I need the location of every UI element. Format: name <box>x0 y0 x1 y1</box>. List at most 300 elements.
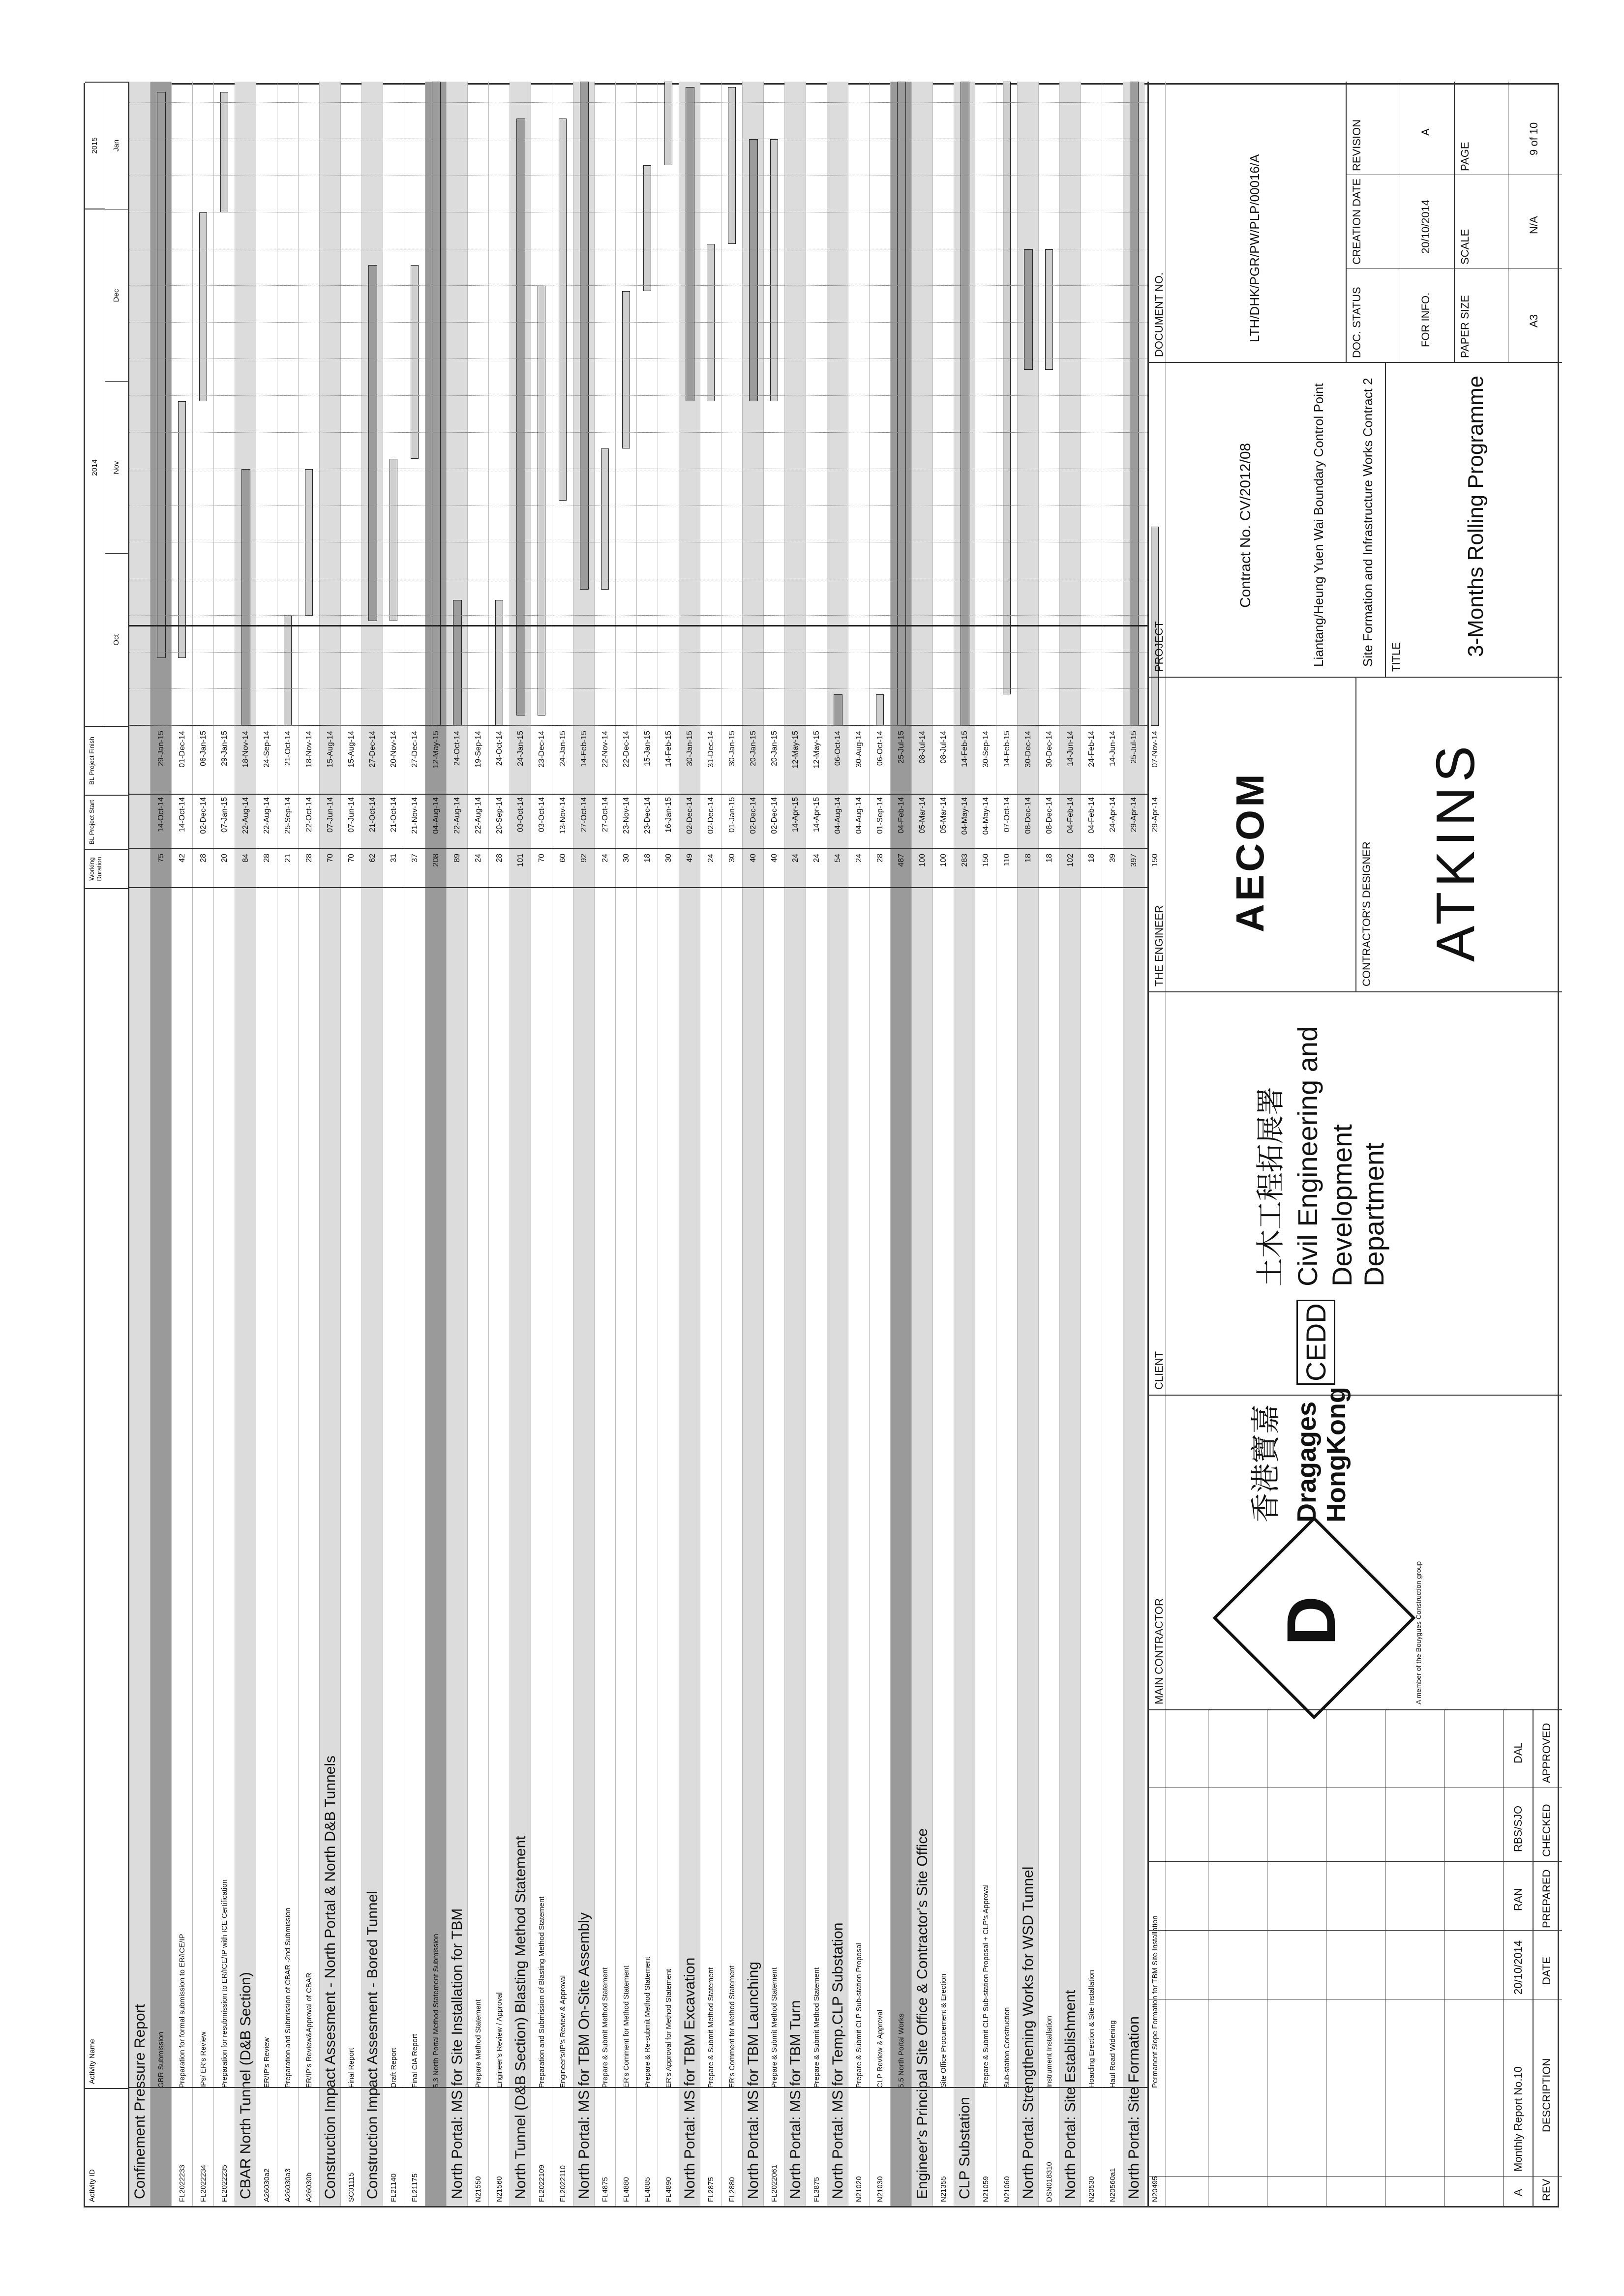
wbs-group-row <box>235 82 256 2206</box>
revision-table <box>1149 1709 1562 2206</box>
duration: 110 <box>1003 854 1011 866</box>
start-date: 27-Oct-14 <box>601 797 609 833</box>
activity-name: Instrument Installation <box>1045 2016 1053 2088</box>
activity-name: ER's Approval for Method Statement <box>664 1968 673 2088</box>
duration: 70 <box>326 854 334 863</box>
start-date: 13-Nov-14 <box>559 797 567 834</box>
finish-date: 14-Jun-14 <box>1066 731 1075 767</box>
activity-id: FL2022233 <box>178 2165 186 2202</box>
dragages-tagline: A member of the Bouygues Construction group <box>1414 1561 1422 1704</box>
gridline <box>129 615 1147 616</box>
summary-bar <box>749 139 758 401</box>
start-date: 20-Sep-14 <box>495 797 504 834</box>
finish-date: 31-Dec-14 <box>707 731 715 768</box>
wbs-group-row <box>1123 82 1144 2206</box>
wbs-name: North Portal: Strengthening Works for WSD Tunnel <box>1020 1866 1036 2199</box>
activity-bar <box>390 459 397 621</box>
wbs-group-row <box>1060 82 1081 2206</box>
start-date: 03-Oct-14 <box>516 797 525 833</box>
activity-bar <box>664 82 672 165</box>
rev-value: A <box>1512 2189 1524 2196</box>
data-date-line <box>129 625 1147 626</box>
wbs-group-row <box>954 82 975 2206</box>
duration: 37 <box>411 854 419 863</box>
finish-date: 24-Feb-14 <box>1087 731 1096 767</box>
activity-id: N21560 <box>495 2176 504 2202</box>
duration: 28 <box>876 854 884 863</box>
activity-row <box>1039 82 1060 2206</box>
start-date: 07-Oct-14 <box>1003 797 1011 833</box>
activity-name: CLP Review & Approval <box>876 2010 884 2088</box>
cedd-logo-icon: CEDD <box>1296 1300 1335 1385</box>
wbs-name: North Portal: MS for TBM Excavation <box>682 1957 698 2199</box>
gridline <box>129 725 1147 726</box>
page-label: PAGE <box>1459 142 1471 171</box>
start-date: 07-Jan-15 <box>220 797 229 833</box>
activity-row <box>806 82 827 2206</box>
activity-id: A26030a2 <box>263 2168 271 2202</box>
duration: 18 <box>1087 854 1096 863</box>
start-date: 14-Apr-15 <box>812 797 821 833</box>
finish-date: 24-Jan-15 <box>559 731 567 767</box>
finish-date: 14-Feb-15 <box>961 731 969 767</box>
project-panel <box>1149 362 1562 677</box>
start-date: 02-Dec-14 <box>770 797 779 834</box>
activity-row <box>975 82 996 2206</box>
activity-row <box>616 82 637 2206</box>
wbs-name: Engineer's Principal Site Office & Contractor's Site Office <box>914 1828 931 2199</box>
finish-date: 08-Jul-14 <box>918 731 927 764</box>
activity-bar <box>707 244 715 401</box>
activity-id: FL3875 <box>812 2177 821 2202</box>
activity-id: FL4875 <box>601 2177 609 2202</box>
finish-date: 18-Nov-14 <box>241 731 250 768</box>
activity-bar <box>643 165 651 291</box>
summary-bar <box>834 694 842 726</box>
summary-bar <box>897 82 906 726</box>
start-date: 21-Oct-14 <box>390 797 398 833</box>
aecom-logo: AECOM <box>1228 771 1272 932</box>
wbs-name: CBAR North Tunnel (D&B Section) <box>238 1972 254 2199</box>
activity-id: FL4890 <box>664 2177 673 2202</box>
summary-bar <box>432 82 441 726</box>
start-date: 04-Aug-14 <box>834 797 842 834</box>
engineer-label: THE ENGINEER <box>1153 905 1165 986</box>
duration: 62 <box>368 854 377 863</box>
duration: 30 <box>664 854 673 863</box>
duration: 28 <box>305 854 313 863</box>
gridline <box>129 395 1147 396</box>
gridline <box>129 688 1147 689</box>
doc-status: FOR INFO. <box>1419 292 1432 347</box>
checked-label: CHECKED <box>1540 1804 1553 1857</box>
column-divider <box>129 2087 1147 2088</box>
finish-date: 24-Jan-15 <box>516 731 525 767</box>
activity-row <box>870 82 891 2206</box>
timescale-year-2014: 2014 <box>85 209 105 726</box>
activity-id: FL2022061 <box>770 2165 779 2202</box>
gridline <box>129 322 1147 323</box>
start-date: 04-May-14 <box>961 797 969 835</box>
finish-date: 30-Jan-15 <box>728 731 736 767</box>
activity-row <box>468 82 489 2206</box>
duration: 150 <box>1151 854 1159 867</box>
finish-date: 23-Dec-14 <box>538 731 546 768</box>
finish-date: 14-Feb-15 <box>664 731 673 767</box>
dragages-d-mark-icon: D <box>1272 1596 1350 1646</box>
activity-id: SC01115 <box>347 2172 356 2202</box>
duration: 75 <box>157 854 165 863</box>
summary-bar <box>368 265 377 621</box>
revision-label: REVISION <box>1351 119 1363 171</box>
finish-date: 15-Aug-14 <box>347 731 356 768</box>
start-date: 04-Aug-14 <box>855 797 863 834</box>
duration: 18 <box>1024 854 1032 863</box>
start-date: 02-Dec-14 <box>749 797 757 834</box>
rev-date: 20/10/2014 <box>1512 1940 1524 1995</box>
wbs-name: North Portal: Site Formation <box>1126 2016 1142 2199</box>
activity-row <box>764 82 785 2206</box>
activity-bar <box>538 286 545 715</box>
start-date: 22-Aug-14 <box>241 797 250 834</box>
gridline <box>129 358 1147 359</box>
duration: 487 <box>897 854 905 867</box>
dragages-name: HongKong <box>1322 1387 1351 1522</box>
wbs-name: 5.3 North Portal Method Statement Submission <box>432 1934 440 2088</box>
activity-bar <box>199 212 207 401</box>
duration: 28 <box>495 854 504 863</box>
start-date: 27-Oct-14 <box>580 797 588 833</box>
start-date: 04-Aug-14 <box>432 797 440 834</box>
activity-id: FL2022234 <box>199 2165 208 2202</box>
activity-name: Preparation for formal submission to ER/ICE/IP <box>178 1934 186 2088</box>
activity-row <box>404 82 425 2206</box>
start-date: 04-Feb-14 <box>1087 797 1096 834</box>
activity-bar <box>1045 249 1053 370</box>
activity-name: IPs/ ER's Review <box>199 2031 208 2088</box>
finish-date: 12-May-15 <box>791 731 800 769</box>
timescale-month: Jan <box>112 139 120 152</box>
column-divider <box>129 887 1147 888</box>
start-date: 22-Aug-14 <box>453 797 461 834</box>
finish-date: 15-Aug-14 <box>326 731 334 768</box>
activity-row <box>383 82 404 2206</box>
wbs-group-row <box>447 82 468 2206</box>
duration: 24 <box>855 854 863 863</box>
start-date: 24-Apr-14 <box>1109 797 1117 833</box>
desc-label: DESCRIPTION <box>1540 2058 1553 2132</box>
date-label: DATE <box>1540 1956 1553 1985</box>
paper-size-label: PAPER SIZE <box>1459 295 1471 358</box>
activity-name: Prepare & Submit CLP Sub-station Proposal <box>855 1943 863 2088</box>
finish-date: 20-Nov-14 <box>390 731 398 768</box>
activity-name: Engineer's Review / Approval <box>495 1992 504 2088</box>
column-divider <box>129 848 1147 849</box>
column-divider <box>129 794 1147 795</box>
finish-date: 30-Aug-14 <box>855 731 863 768</box>
paper-size: A3 <box>1528 314 1540 328</box>
cedd-chinese-name: 土木工程拓展署 <box>1255 1086 1287 1286</box>
activity-row <box>341 82 362 2206</box>
duration: 54 <box>834 854 842 863</box>
start-date: 08-Dec-14 <box>1045 797 1053 834</box>
finish-date: 01-Dec-14 <box>178 731 186 768</box>
engineer-panel <box>1149 677 1562 991</box>
duration: 40 <box>749 854 757 863</box>
duration: 397 <box>1130 854 1138 867</box>
activity-name: ER/IP's Review <box>263 2037 271 2088</box>
wbs-name: Confinement Pressure Report <box>132 2004 148 2199</box>
activity-row <box>1081 82 1102 2206</box>
title-label: TITLE <box>1390 642 1402 672</box>
activity-row <box>658 82 679 2206</box>
activity-name: Prepare Method Statement <box>474 1999 482 2088</box>
finish-date: 20-Jan-15 <box>749 731 757 767</box>
activity-id: N20495 <box>1151 2176 1159 2202</box>
gridline <box>129 652 1147 653</box>
timescale-month: Nov <box>105 381 128 554</box>
finish-date: 06-Oct-14 <box>876 731 884 766</box>
activity-id: FL4880 <box>622 2177 631 2202</box>
start-date: 04-Feb-14 <box>897 797 905 834</box>
duration: 24 <box>474 854 482 863</box>
activity-name: Site Office Procurement & Erection <box>939 1973 948 2088</box>
summary-bar <box>580 82 589 590</box>
finish-date: 22-Dec-14 <box>622 731 631 768</box>
wbs-group-row <box>425 82 447 2206</box>
duration: 20 <box>220 854 229 863</box>
start-date: 16-Jan-15 <box>664 797 673 833</box>
wbs-group-row <box>912 82 933 2206</box>
activity-bar <box>1003 82 1011 694</box>
duration: 70 <box>538 854 546 863</box>
finish-date: 06-Jan-15 <box>199 731 208 767</box>
wbs-group-row <box>827 82 848 2206</box>
gridline <box>129 285 1147 286</box>
activity-id: FL2022109 <box>538 2165 546 2202</box>
activity-row <box>848 82 870 2206</box>
start-date: 05-Mar-14 <box>939 797 948 834</box>
finish-date: 21-Oct-14 <box>284 731 292 766</box>
activity-row <box>637 82 658 2206</box>
start-date: 21-Oct-14 <box>368 797 377 833</box>
wbs-group-row <box>679 82 700 2206</box>
rev-prepared: RAN <box>1512 1888 1524 1911</box>
duration: 21 <box>284 854 292 863</box>
activity-bar <box>601 448 609 590</box>
finish-date: 18-Nov-14 <box>305 731 313 768</box>
activity-id: A26030a3 <box>284 2168 292 2202</box>
start-date: 01-Jan-15 <box>728 797 736 833</box>
activity-name: ER/IP's Review&Approval of CBAR <box>305 1972 313 2088</box>
wbs-name: 5.5 North Portal Works <box>897 2013 905 2088</box>
activity-id: A26030b <box>305 2172 313 2202</box>
finish-date: 30-Sep-14 <box>982 731 990 768</box>
activity-row <box>933 82 954 2206</box>
finish-date: 30-Dec-14 <box>1045 731 1053 768</box>
activity-row <box>531 82 552 2206</box>
client-panel <box>1149 991 1562 1395</box>
activity-bar <box>876 694 884 726</box>
finish-date: 15-Jan-15 <box>643 731 652 767</box>
activity-name: Prepare & Submit Method Statement <box>812 1967 821 2088</box>
summary-bar <box>453 600 462 726</box>
activity-row <box>299 82 320 2206</box>
dragages-name: Dragages <box>1292 1401 1322 1522</box>
activity-id: N21355 <box>939 2176 948 2202</box>
activity-bar <box>220 92 228 212</box>
duration: 150 <box>982 854 990 867</box>
scale-label: SCALE <box>1459 229 1471 265</box>
finish-date: 12-May-15 <box>812 731 821 769</box>
duration: 24 <box>707 854 715 863</box>
activity-row <box>172 82 193 2206</box>
finish-date: 14-Jun-14 <box>1109 731 1117 767</box>
duration <box>129 854 150 883</box>
start-date: 03-Oct-14 <box>538 797 546 833</box>
gridline <box>129 432 1147 433</box>
activity-name: ER's Comment for Method Statement <box>622 1966 631 2088</box>
gridline <box>129 102 1147 103</box>
finish-date: 19-Sep-14 <box>474 731 482 768</box>
timescale-year-2015: 2015 <box>85 82 105 209</box>
summary-bar <box>961 82 969 726</box>
activity-row <box>722 82 743 2206</box>
activity-row <box>595 82 616 2206</box>
activity-name: Permanent Slope Formation for TBM Site Installation <box>1151 1915 1159 2088</box>
activity-name: Prepare & Submit CLP Sub-station Proposal + CLP's Approval <box>982 1884 990 2088</box>
duration: 70 <box>347 854 356 863</box>
wbs-group-row <box>150 82 172 2206</box>
wbs-name: GBR Submission <box>157 2031 165 2088</box>
finish-date: 30-Dec-14 <box>1024 731 1032 768</box>
col-header-activity-name: Activity Name <box>85 888 129 2088</box>
activity-name: Preparation and Submission of CBAR -2nd Submission <box>284 1908 292 2088</box>
duration: 24 <box>791 854 800 863</box>
duration: 42 <box>178 854 186 863</box>
activity-name: Sub-station Construction <box>1003 2007 1011 2088</box>
start-date: 02-Dec-14 <box>199 797 208 834</box>
timescale-month: Dec <box>105 209 128 382</box>
activity-bar <box>411 265 419 459</box>
activity-id: FL21140 <box>390 2173 398 2202</box>
start-date: 22-Oct-14 <box>305 797 313 833</box>
sheet-frame <box>84 83 1559 2207</box>
start-date: 14-Oct-14 <box>178 797 186 833</box>
summary-bar <box>1024 249 1033 370</box>
start-date: 21-Nov-14 <box>411 797 419 834</box>
wbs-group-row <box>320 82 341 2206</box>
finish-date: 24-Sep-14 <box>263 731 271 768</box>
activity-id: DSN018310 <box>1045 2162 1053 2202</box>
revision: A <box>1419 128 1432 136</box>
start-date: 04-Feb-14 <box>1066 797 1075 834</box>
duration: 92 <box>580 854 588 863</box>
activity-id: FL2875 <box>707 2177 715 2202</box>
start-date: 29-Apr-14 <box>1151 797 1159 833</box>
duration: 84 <box>241 854 250 863</box>
prepared-label: PREPARED <box>1540 1869 1553 1928</box>
wbs-group-row <box>510 82 531 2206</box>
summary-bar <box>1130 82 1139 726</box>
activity-row <box>193 82 214 2206</box>
activity-name: Final Report <box>347 2048 356 2088</box>
wbs-group-row <box>1018 82 1039 2206</box>
wbs-name: North Portal: MS for TBM On-Site Assembly <box>576 1912 592 2199</box>
activity-id: FL4885 <box>643 2177 652 2202</box>
doc-no-label: DOCUMENT NO. <box>1153 272 1165 357</box>
start-date: 07-Jun-14 <box>347 797 356 833</box>
finish-date: 27-Dec-14 <box>368 731 377 768</box>
summary-bar <box>157 92 166 657</box>
duration: 49 <box>686 854 694 863</box>
start-date: 22-Aug-14 <box>474 797 482 834</box>
wbs-group-row <box>785 82 806 2206</box>
finish-date: 24-Oct-14 <box>495 731 504 766</box>
start-date: 23-Dec-14 <box>643 797 652 834</box>
wbs-name: North Portal: MS for TBM Launching <box>745 1962 761 2199</box>
activity-bar <box>770 139 778 401</box>
finish-date: 25-Jul-15 <box>1130 731 1138 764</box>
duration: 102 <box>1066 854 1075 867</box>
timescale-month: Oct <box>105 553 128 726</box>
activity-id: N21020 <box>855 2176 863 2202</box>
contract-number: Contract No. CV/2012/08 <box>1237 443 1254 608</box>
wbs-group-row <box>362 82 383 2206</box>
start-date: 02-Dec-14 <box>707 797 715 834</box>
wbs-group-row <box>743 82 764 2206</box>
activity-id: N20530 <box>1087 2176 1096 2202</box>
document-number: LTH/DHK/PGR/PW/PLP/00016/A <box>1247 154 1262 342</box>
approved-label: APPROVED <box>1540 1723 1553 1783</box>
duration: 30 <box>728 854 736 863</box>
activity-row <box>700 82 722 2206</box>
start-date: 23-Nov-14 <box>622 797 631 834</box>
duration: 28 <box>199 854 208 863</box>
start-date: 05-Mar-14 <box>918 797 927 834</box>
start-date: 04-May-14 <box>982 797 990 835</box>
duration: 60 <box>559 854 567 863</box>
duration: 89 <box>453 854 461 863</box>
finish-date: 12-May-15 <box>432 731 440 769</box>
duration: 283 <box>961 854 969 867</box>
start-date: 01-Sep-14 <box>876 797 884 834</box>
client-label: CLIENT <box>1153 1351 1165 1390</box>
finish-date: 08-Jul-14 <box>939 731 948 764</box>
activity-name: ER's Comment for Method Statement <box>728 1966 736 2088</box>
start-date <box>129 797 150 851</box>
main-contractor-panel <box>1149 1387 1562 1709</box>
col-header-start: BL Project Start <box>85 795 129 849</box>
start-date: 25-Sep-14 <box>284 797 292 834</box>
finish-date: 27-Dec-14 <box>411 731 419 768</box>
title-block <box>1147 82 1562 2206</box>
activity-row <box>996 82 1018 2206</box>
duration: 100 <box>939 854 948 867</box>
finish-date: 07-Nov-14 <box>1151 731 1159 768</box>
creation-date: 20/10/2014 <box>1419 199 1432 254</box>
activity-bar <box>284 616 292 726</box>
duration: 40 <box>770 854 779 863</box>
rev-description: Monthly Report No.10 <box>1512 2066 1524 2172</box>
duration: 24 <box>812 854 821 863</box>
activity-bar <box>728 87 736 244</box>
project-name: Liantang/Heung Yuen Wai Boundary Control Point <box>1311 383 1326 667</box>
activity-id: N20560a1 <box>1109 2168 1117 2202</box>
activity-row <box>552 82 573 2206</box>
activity-row <box>256 82 277 2206</box>
activity-id: N21060 <box>1003 2176 1011 2202</box>
